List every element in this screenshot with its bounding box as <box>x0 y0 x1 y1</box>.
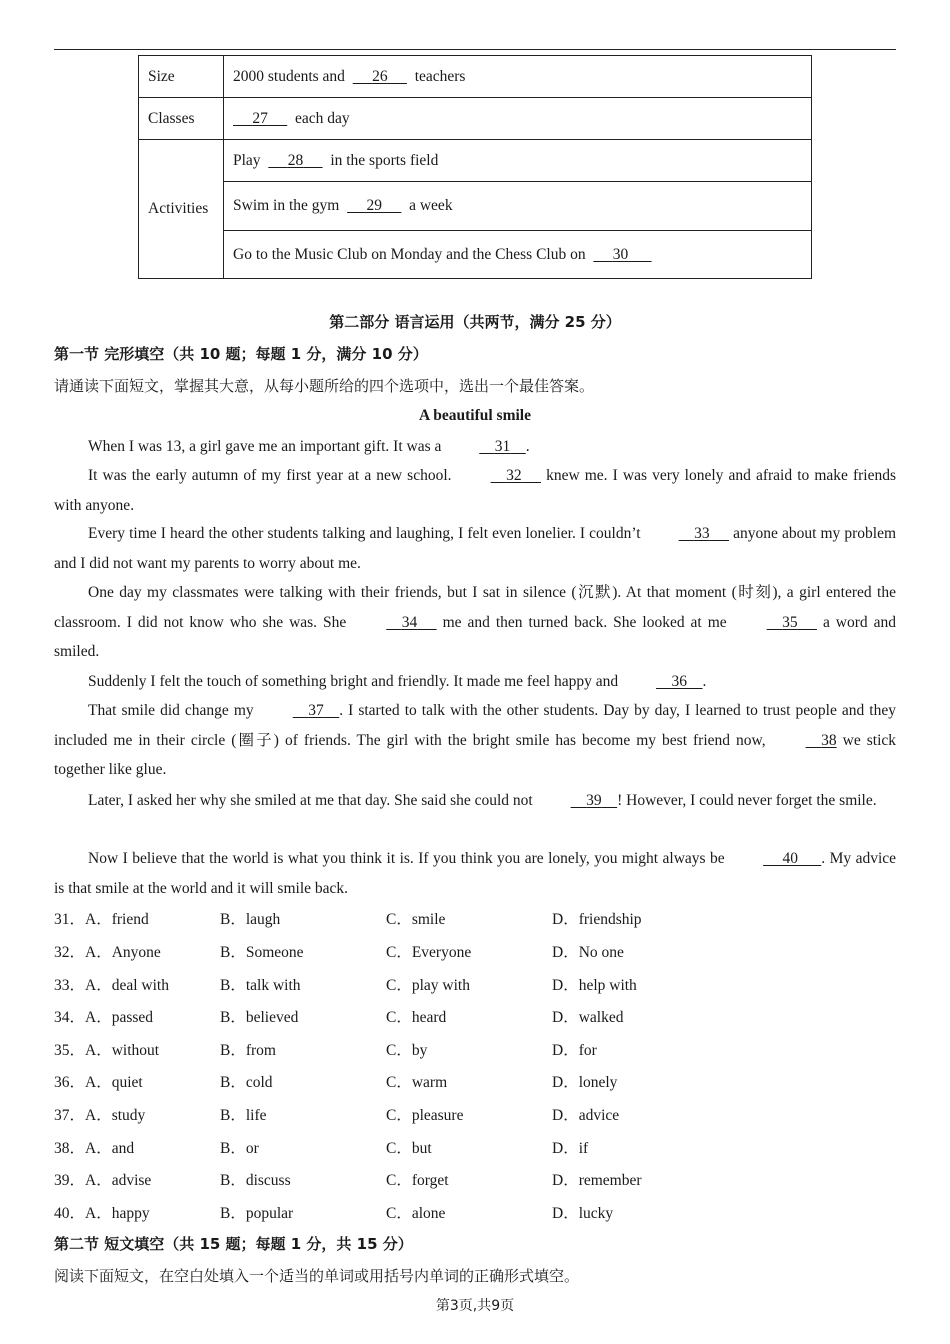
p2-text: It was the early autumn of my first year at a new school. <box>88 467 452 484</box>
blank-32 <box>457 461 541 491</box>
label-size: Size <box>139 56 224 98</box>
q33-option-a: 33．A．deal with <box>54 977 169 994</box>
q32-option-b: B．Someone <box>220 944 304 961</box>
q40-option-d: D．lucky <box>552 1205 614 1222</box>
q38-option-a: 38．A．and <box>54 1140 135 1157</box>
q36-option-d: D．lonely <box>552 1074 618 1091</box>
blank-32-number: 32 <box>506 467 522 484</box>
table-row-activity-3 <box>139 231 812 279</box>
q31-option-c: C．smile <box>386 911 446 928</box>
label-activities: Activities <box>139 140 224 279</box>
q32-option-a: 32．A．Anyone <box>54 944 161 961</box>
q38-option-b: B．or <box>220 1140 259 1157</box>
q39-option-b: B．discuss <box>220 1172 291 1189</box>
q35-option-b: B．from <box>220 1042 276 1059</box>
page-number: 第3页,共9页 <box>435 1298 515 1314</box>
p7-text: Later, I asked her why she smiled at me that day. She said she could not <box>88 792 533 809</box>
q37-option-b: B．life <box>220 1107 267 1124</box>
blank-33 <box>645 519 729 549</box>
q32-option-d: D．No one <box>552 944 624 961</box>
q38-option-d: D．if <box>552 1140 589 1157</box>
q35-option-d: D．for <box>552 1042 597 1059</box>
q34-option-c: C．heard <box>386 1009 447 1026</box>
cell-size <box>224 56 812 98</box>
blank-38-number: 38 <box>821 731 837 749</box>
blank-36 <box>622 667 703 697</box>
p8-text-after: . My advice is that smile at the world and it will smile back. <box>54 850 897 897</box>
paragraph-6 <box>54 696 896 785</box>
p4-text-middle: me and then turned back. She looked at me <box>442 613 727 631</box>
blank-33-number: 33 <box>694 525 710 542</box>
blank-40 <box>729 844 821 874</box>
cell-activity-2 <box>224 182 812 231</box>
size-text: 2000 students and <box>233 67 345 85</box>
p1-end: . <box>525 438 530 455</box>
p3-text: Every time I heard the other students talking and laughing, I felt even lonelier. I couldn’t <box>88 525 641 542</box>
blank-38 <box>772 726 837 756</box>
p5-end: . <box>702 673 707 690</box>
blank-27 <box>233 110 287 128</box>
p2-text-after: knew me. I was very lonely and afraid to make friends with anyone. <box>54 467 897 514</box>
q37-option-a: 37．A．study <box>54 1107 146 1124</box>
blank-28-number: 28 <box>287 151 304 169</box>
header-rule <box>54 49 896 50</box>
blank-34-number: 34 <box>401 613 418 631</box>
size-text-after: teachers <box>414 67 466 85</box>
passage-title: A beautiful smile <box>419 407 531 424</box>
blank-31-number: 31 <box>494 438 511 455</box>
part2-title: 第二部分 语言运用（共两节，满分 25 分） <box>329 313 621 331</box>
cell-activity-1 <box>224 140 812 182</box>
q31-option-b: B．laugh <box>220 911 281 928</box>
p4-text-after: a word and smiled. <box>54 613 897 660</box>
blank-26 <box>353 68 407 86</box>
blank-34 <box>352 608 436 638</box>
blank-36-number: 36 <box>671 673 688 690</box>
q31-option-a: 31．A．friend <box>54 911 149 928</box>
q39-option-d: D．remember <box>552 1172 642 1189</box>
q33-option-c: C．play with <box>386 977 470 994</box>
q36-option-a: 36．A．quiet <box>54 1074 143 1091</box>
blank-30 <box>593 246 651 264</box>
blank-35-number: 35 <box>782 613 798 631</box>
paragraph-4 <box>54 578 896 667</box>
blank-29 <box>347 197 401 215</box>
classes-text: each day <box>295 109 350 127</box>
blank-27-number: 27 <box>252 109 268 127</box>
blank-26-number: 26 <box>372 67 388 85</box>
p6-text-after: we stick together like glue. <box>54 731 896 778</box>
activity-2-text-after: a week <box>409 197 453 214</box>
paragraph-2 <box>54 461 896 520</box>
q39-option-c: C．forget <box>386 1172 449 1189</box>
p8-text: Now I believe that the world is what you think it is. If you think you are lonely, you might always be <box>88 850 725 867</box>
table-row-activity-2 <box>139 182 812 231</box>
q40-option-a: 40．A．happy <box>54 1205 150 1222</box>
q36-option-b: B．cold <box>220 1074 273 1091</box>
q40-option-b: B．popular <box>220 1205 294 1222</box>
activity-1-text: Play <box>233 151 261 169</box>
q32-option-c: C．Everyone <box>386 944 472 961</box>
q37-option-c: C．pleasure <box>386 1107 464 1124</box>
paragraph-5 <box>54 667 896 697</box>
section1-instruction: 请通读下面短文，掌握其大意，从每小题所给的四个选项中，选出一个最佳答案。 <box>54 377 595 395</box>
blank-29-number: 29 <box>366 197 382 214</box>
activity-1-text-after: in the sports field <box>330 151 439 169</box>
q33-option-d: D．help with <box>552 977 637 994</box>
blank-37-number: 37 <box>308 702 324 719</box>
q38-option-c: C．but <box>386 1140 432 1157</box>
table-row-activity-1 <box>139 140 812 182</box>
q37-option-d: D．advice <box>552 1107 620 1124</box>
paragraph-3 <box>54 519 896 578</box>
p6-text: That smile did change my <box>88 702 254 719</box>
q33-option-b: B．talk with <box>220 977 301 994</box>
blank-39 <box>537 786 618 816</box>
blank-39-number: 39 <box>586 792 602 809</box>
p7-text-after: ! However, I could never forget the smile. <box>617 792 877 809</box>
q40-option-c: C．alone <box>386 1205 446 1222</box>
p3-text-after: anyone about my problem and I did not want my parents to worry about me. <box>54 525 897 572</box>
label-classes: Classes <box>139 98 224 140</box>
q31-option-d: D．friendship <box>552 911 642 928</box>
paragraph-1 <box>54 432 896 462</box>
blank-28 <box>268 152 322 170</box>
activity-2-text: Swim in the gym <box>233 197 340 214</box>
q36-option-c: C．warm <box>386 1074 448 1091</box>
activity-3-text: Go to the Music Club on Monday and the Chess Club on <box>233 245 586 263</box>
blank-35 <box>733 608 817 638</box>
paragraph-7 <box>54 786 896 816</box>
blank-31 <box>445 432 526 462</box>
section2-title: 第二节 短文填空（共 15 题；每题 1 分，共 15 分） <box>54 1235 413 1253</box>
q34-option-a: 34．A．passed <box>54 1009 154 1026</box>
cell-activity-3 <box>224 231 812 279</box>
paragraph-8 <box>54 844 896 903</box>
table-row-classes <box>139 98 812 140</box>
school-info-table <box>138 55 812 279</box>
p6-text-middle: . I started to talk with the other students. Day by day, I learned to trust people and they included me in their circle (圈子) of friends. The girl with the bright smile has become my best friend now, <box>54 702 896 749</box>
section1-title: 第一节 完形填空（共 10 题；每题 1 分，满分 10 分） <box>54 345 428 363</box>
q39-option-a: 39．A．advise <box>54 1172 152 1189</box>
p4-text: One day my classmates were talking with their friends, but I sat in silence (沉默). At that moment (时刻), a girl entered the classroom. I did not know who she was. She <box>54 584 896 631</box>
q35-option-c: C．by <box>386 1042 428 1059</box>
blank-37 <box>259 696 340 726</box>
q35-option-a: 35．A．without <box>54 1042 160 1059</box>
cell-classes <box>224 98 812 140</box>
blank-30-number: 30 <box>612 245 629 263</box>
q34-option-d: D．walked <box>552 1009 624 1026</box>
section2-instruction: 阅读下面短文，在空白处填入一个适当的单词或用括号内单词的正确形式填空。 <box>54 1267 580 1285</box>
blank-40-number: 40 <box>782 850 798 867</box>
q34-option-b: B．believed <box>220 1009 299 1026</box>
p1-text: When I was 13, a girl gave me an important gift. It was a <box>88 438 442 455</box>
p5-text: Suddenly I felt the touch of something bright and friendly. It made me feel happy and <box>88 673 619 690</box>
table-row-size <box>139 56 812 98</box>
